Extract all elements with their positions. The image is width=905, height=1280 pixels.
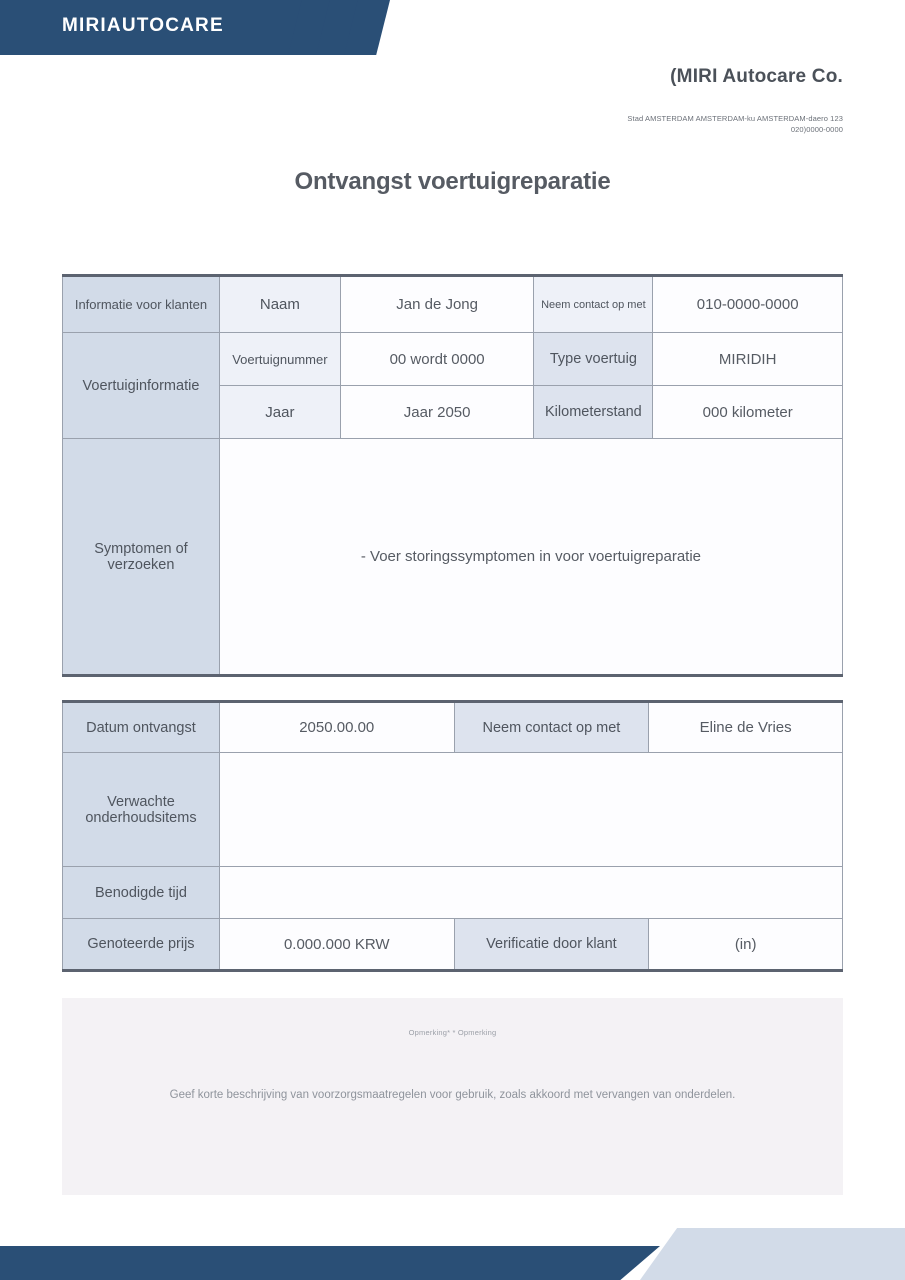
name-value[interactable]: Jan de Jong [340,276,534,333]
vehicle-section-label: Voertuiginformatie [63,333,220,439]
table-row [63,919,843,971]
company-address-line-1: Stad AMSTERDAM AMSTERDAM-ku AMSTERDAM-daero 123 [627,114,843,123]
company-address-line-2: 020)0000-0000 [790,125,843,134]
company-name: (MIRI Autocare Co. [670,66,843,87]
footer-light-shape [640,1228,905,1280]
required-time-value[interactable] [219,867,842,919]
table-row [63,276,843,333]
vehicle-info-table [62,274,843,677]
vehicle-number-value[interactable]: 00 wordt 0000 [340,333,534,386]
symptoms-value[interactable]: - Voer storingssymptomen in voor voertuigreparatie [219,439,842,676]
customer-contact-value[interactable]: 010-0000-0000 [653,276,843,333]
company-address [627,113,843,135]
service-contact-value[interactable]: Eline de Vries [649,702,843,753]
notes-title: Opmerking* * Opmerking [408,1028,497,1037]
service-contact-label: Neem contact op met [454,702,649,753]
customer-verification-value[interactable]: (in) [649,919,843,971]
mileage-value[interactable]: 000 kilometer [653,386,843,439]
notes-body: Geef korte beschrijving van voorzorgsmaatregelen voor gebruik, zoals akkoord met vervangen van onderdelen. [169,1089,736,1101]
quoted-price-value[interactable]: 0.000.000 KRW [219,919,454,971]
table-row [63,439,843,676]
name-label: Naam [219,276,340,333]
vehicle-type-value[interactable]: MIRIDIH [653,333,843,386]
table-row [63,753,843,867]
customer-contact-label: Neem contact op met [534,276,653,333]
customer-verification-label: Verificatie door klant [454,919,649,971]
vehicle-number-label: Voertuignummer [219,333,340,386]
table-row [63,702,843,753]
schedule-price-table [62,700,843,972]
footer-blue-band [0,1246,660,1280]
table-row [63,867,843,919]
customer-section-label: Informatie voor klanten [63,276,220,333]
receipt-date-label: Datum ontvangst [63,702,220,753]
symptoms-label: Symptomen of verzoeken [63,439,220,676]
mileage-label: Kilometerstand [534,386,653,439]
receipt-date-value[interactable]: 2050.00.00 [219,702,454,753]
brand-logo-text: MIRIAUTOCARE [62,15,224,36]
page-title: Ontvangst voertuigreparatie [294,168,611,195]
expected-items-value[interactable] [219,753,842,867]
vehicle-type-label: Type voertuig [534,333,653,386]
required-time-label: Benodigde tijd [63,867,220,919]
table-row [63,333,843,386]
notes-box [62,998,843,1195]
page-header [0,0,905,55]
quoted-price-label: Genoteerde prijs [63,919,220,971]
year-value[interactable]: Jaar 2050 [340,386,534,439]
expected-items-label: Verwachte onderhoudsitems [63,753,220,867]
year-label: Jaar [219,386,340,439]
